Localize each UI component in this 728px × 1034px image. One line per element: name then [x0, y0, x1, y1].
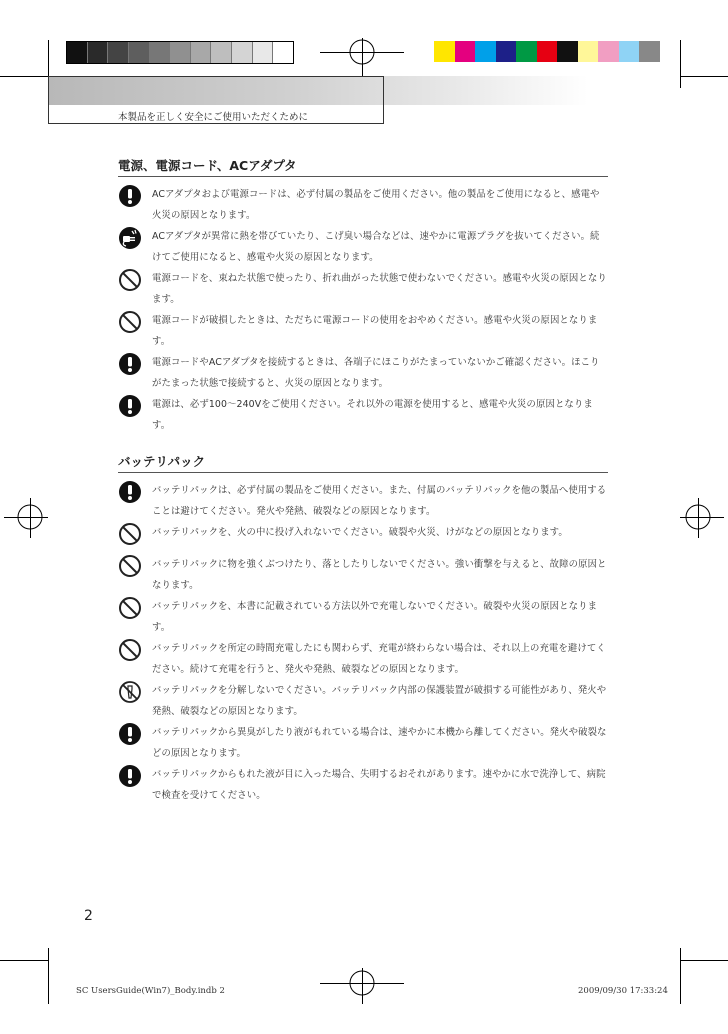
- section-title-battery: バッテリパック: [118, 454, 206, 469]
- warning-text: ACアダプタが異常に熱を帯びていたり、こげ臭い場合などは、速やかに電源プラグを抜いてください。続けてご使用になると、感電や火災の原因となります。: [152, 231, 600, 263]
- warning-item: [118, 268, 608, 310]
- warning-item: [118, 310, 608, 352]
- warning-text: 電源コードが破損したときは、ただちに電源コードの使用をおやめください。感電や火災の原因となります。: [152, 315, 598, 347]
- gray-swatch: [88, 42, 109, 63]
- warning-text: バッテリパックを、火の中に投げ入れないでください。破裂や火災、けがなどの原因となります。: [152, 527, 568, 538]
- prohibition-icon: [118, 268, 142, 292]
- warning-item: [118, 680, 608, 722]
- warning-item: [118, 226, 608, 268]
- unplug-icon: [118, 226, 142, 250]
- color-swatch: [475, 41, 496, 62]
- grayscale-color-bar: [66, 41, 294, 64]
- warning-item: [118, 638, 608, 680]
- gray-swatch: [108, 42, 129, 63]
- prohibition-icon: [118, 310, 142, 334]
- warning-item: [118, 184, 608, 226]
- warning-text: バッテリパックを、本書に記載されている方法以外で充電しないでください。破裂や火災の原因となります。: [152, 601, 598, 633]
- exclamation-icon: [118, 722, 142, 746]
- warning-text: バッテリパックに物を強くぶつけたり、落としたりしないでください。強い衝撃を与えると、故障の原因となります。: [152, 559, 607, 591]
- gray-swatch: [211, 42, 232, 63]
- prohibition-icon: [118, 554, 142, 578]
- warning-text: バッテリパックからもれた液が目に入った場合、失明するおそれがあります。速やかに水で洗浄して、病院で検査を受けてください。: [152, 769, 606, 801]
- warning-text: 電源コードやACアダプタを接続するときは、各端子にほこりがたまっていないかご確認ください。ほこりがたまった状態で接続すると、火災の原因となります。: [152, 357, 600, 389]
- warning-item: [118, 554, 608, 596]
- warning-text: 電源コードを、束ねた状態で使ったり、折れ曲がった状態で使わないでください。感電や火災の原因となります。: [152, 273, 607, 305]
- color-swatch: [557, 41, 578, 62]
- color-swatch: [537, 41, 558, 62]
- warning-text: バッテリパックを分解しないでください。バッテリパック内部の保護装置が破損する可能性があり、発火や発熱、破裂などの原因となります。: [152, 685, 607, 717]
- footer-file-name: SC UsersGuide(Win7)_Body.indb 2: [76, 986, 225, 996]
- color-swatch: [434, 41, 455, 62]
- prohibition-icon: [118, 522, 142, 546]
- process-color-bar: [434, 41, 660, 62]
- section-divider: [118, 472, 608, 473]
- registration-target-right: [684, 503, 712, 531]
- color-swatch: [619, 41, 640, 62]
- warning-item: [118, 596, 608, 638]
- color-swatch: [578, 41, 599, 62]
- registration-target-bottom: [348, 969, 376, 997]
- gray-swatch: [129, 42, 150, 63]
- registration-target-left: [16, 503, 44, 531]
- gray-swatch: [253, 42, 274, 63]
- exclamation-icon: [118, 394, 142, 418]
- prohibition-icon: [118, 638, 142, 662]
- registration-target-top: [348, 38, 376, 66]
- color-swatch: [639, 41, 660, 62]
- color-swatch: [516, 41, 537, 62]
- warning-text: バッテリパックは、必ず付属の製品をご使用ください。また、付属のバッテリパックを他の製品へ使用することは避けてください。発火や発熱、破裂などの原因となります。: [152, 485, 607, 517]
- page-number: 2: [84, 908, 93, 924]
- gray-swatch: [67, 42, 88, 63]
- exclamation-icon: [118, 352, 142, 376]
- warning-item: [118, 352, 608, 394]
- warning-item: [118, 722, 608, 764]
- color-swatch: [455, 41, 476, 62]
- warning-text: バッテリパックから異臭がしたり液がもれている場合は、速やかに本機から離してください。発火や破裂などの原因となります。: [152, 727, 607, 759]
- exclamation-icon: [118, 480, 142, 504]
- page-header-title: 本製品を正しく安全にご使用いただくために: [118, 112, 309, 123]
- color-swatch: [496, 41, 517, 62]
- gray-swatch: [170, 42, 191, 63]
- exclamation-icon: [118, 184, 142, 208]
- warning-text: 電源は、必ず100〜240Vをご使用ください。それ以外の電源を使用すると、感電や火災の原因となります。: [152, 399, 593, 431]
- exclamation-icon: [118, 764, 142, 788]
- warning-text: ACアダプタおよび電源コードは、必ず付属の製品をご使用ください。他の製品をご使用になると、感電や火災の原因となります。: [152, 189, 600, 221]
- warning-item: [118, 480, 608, 522]
- no-disassembly-icon: [118, 680, 142, 704]
- section-title-power: 電源、電源コード、ACアダプタ: [118, 158, 297, 173]
- warning-item: [118, 764, 608, 806]
- footer-timestamp: 2009/09/30 17:33:24: [578, 986, 668, 996]
- gray-swatch: [150, 42, 171, 63]
- warning-item: [118, 394, 608, 436]
- section-divider: [118, 176, 608, 177]
- gray-swatch: [232, 42, 253, 63]
- prohibition-icon: [118, 596, 142, 620]
- gray-swatch: [191, 42, 212, 63]
- color-swatch: [598, 41, 619, 62]
- warning-text: バッテリパックを所定の時間充電したにも関わらず、充電が終わらない場合は、それ以上の充電を避けてください。続けて充電を行うと、発火や発熱、破裂などの原因となります。: [152, 643, 606, 675]
- gray-swatch: [273, 42, 293, 63]
